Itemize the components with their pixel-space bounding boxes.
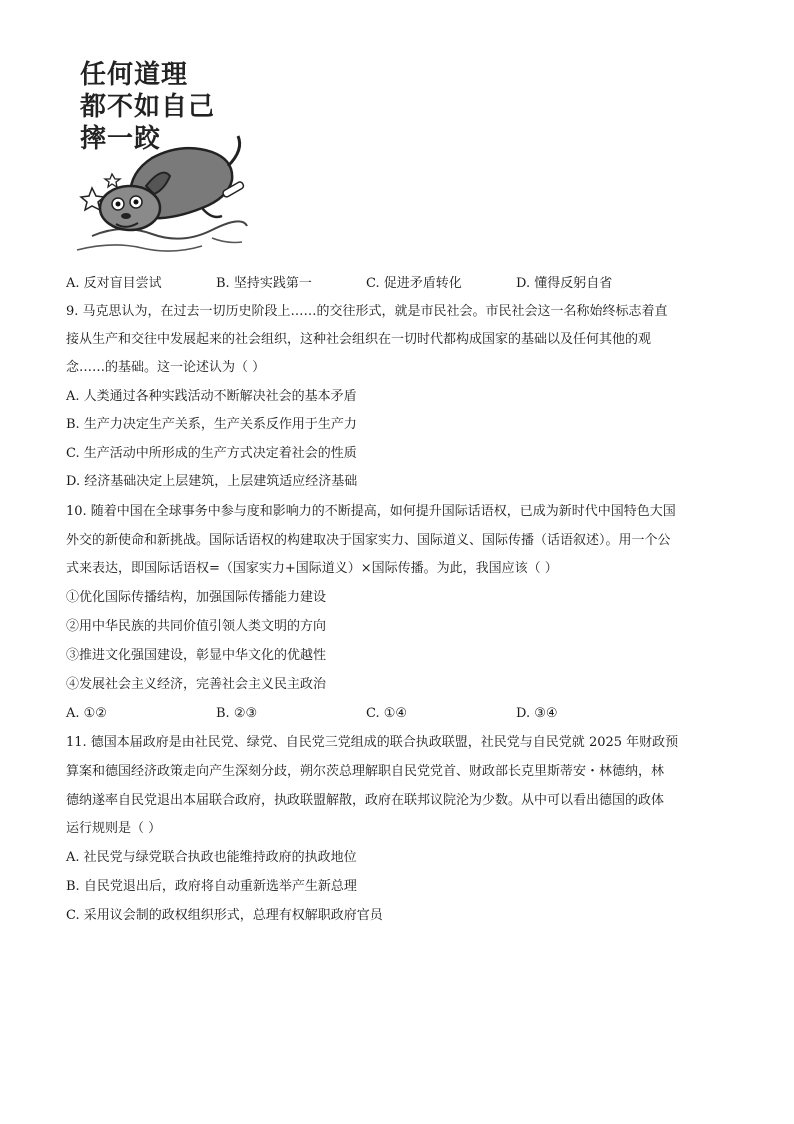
q8-option-c[interactable]: C. 促进矛盾转化 [366,276,462,291]
cartoon-caption-line-1: 任何道理 [80,60,189,90]
q9-option-d[interactable]: D. 经济基础决定上层建筑，上层建筑适应经济基础 [66,474,358,489]
q10-option-d[interactable]: D. ③④ [516,706,558,721]
q9-stem-line-3: 念……的基础。这一论述认为（ ） [66,360,266,375]
cartoon-caption-line-3: 摔一跤 [80,124,162,154]
q10-item-4: ④发展社会主义经济，完善社会主义民主政治 [66,677,327,692]
q10-option-c[interactable]: C. ①④ [366,706,408,721]
q9-option-a[interactable]: A. 人类通过各种实践活动不断解决社会的基本矛盾 [66,389,357,404]
q11-option-b[interactable]: B. 自民党退出后，政府将自动重新选举产生新总理 [66,879,357,894]
q10-option-b[interactable]: B. ②③ [216,706,258,721]
q9-option-b[interactable]: B. 生产力决定生产关系，生产关系反作用于生产力 [66,417,357,432]
q10-stem-line-3: 式来表达，即国际话语权=（国家实力+国际道义）×国际传播。为此，我国应该（ ） [66,561,558,576]
q10-item-1: ①优化国际传播结构，加强国际传播能力建设 [66,590,327,605]
q10-stem-line-2: 外交的新使命和新挑战。国际话语权的构建取决于国家实力、国际道义、国际传播（话语叙述）。用一个公 [66,533,671,548]
q10-item-3: ③推进文化强国建设，彰显中华文化的优越性 [66,648,327,663]
q10-option-a[interactable]: A. ①② [66,706,107,721]
q8-option-d[interactable]: D. 懂得反躬自省 [516,276,613,291]
q9-stem-line-2: 接从生产和交往中发展起来的社会组织，这种社会组织在一切时代都构成国家的基础以及任何其他的观 [66,332,652,347]
q8-option-a[interactable]: A. 反对盲目尝试 [66,276,162,291]
q10-item-2: ②用中华民族的共同价值引领人类文明的方向 [66,619,327,634]
q9-option-c[interactable]: C. 生产活动中所形成的生产方式决定着社会的性质 [66,446,357,461]
cartoon-illustration [62,58,252,258]
q10-stem-line-1: 10. 随着中国在全球事务中参与度和影响力的不断提高，如何提升国际话语权，已成为新时代中国特色大国 [66,504,676,519]
q9-stem-line-1: 9. 马克思认为，在过去一切历史阶段上……的交往形式，就是市民社会。市民社会这一名称始终标志着直 [66,304,668,319]
q11-option-a[interactable]: A. 社民党与绿党联合执政也能维持政府的执政地位 [66,850,357,865]
q11-stem-line-4: 运行规则是（ ） [66,821,162,836]
q11-stem-line-1: 11. 德国本届政府是由社民党、绿党、自民党三党组成的联合执政联盟，社民党与自民党就 2025 年财政预 [66,735,679,750]
q11-stem-line-2: 算案和德国经济政策走向产生深刻分歧，朔尔茨总理解职自民党党首、财政部长克里斯蒂安・林德纳，林 [66,764,665,779]
cartoon-caption-line-2: 都不如自己 [80,92,216,122]
q11-stem-line-3: 德纳遂率自民党退出本届联合政府，执政联盟解散，政府在联邦议院沦为少数。从中可以看出德国的政体 [66,793,665,808]
q8-option-b[interactable]: B. 坚持实践第一 [216,276,312,291]
q11-option-c[interactable]: C. 采用议会制的政权组织形式，总理有权解职政府官员 [66,908,383,923]
